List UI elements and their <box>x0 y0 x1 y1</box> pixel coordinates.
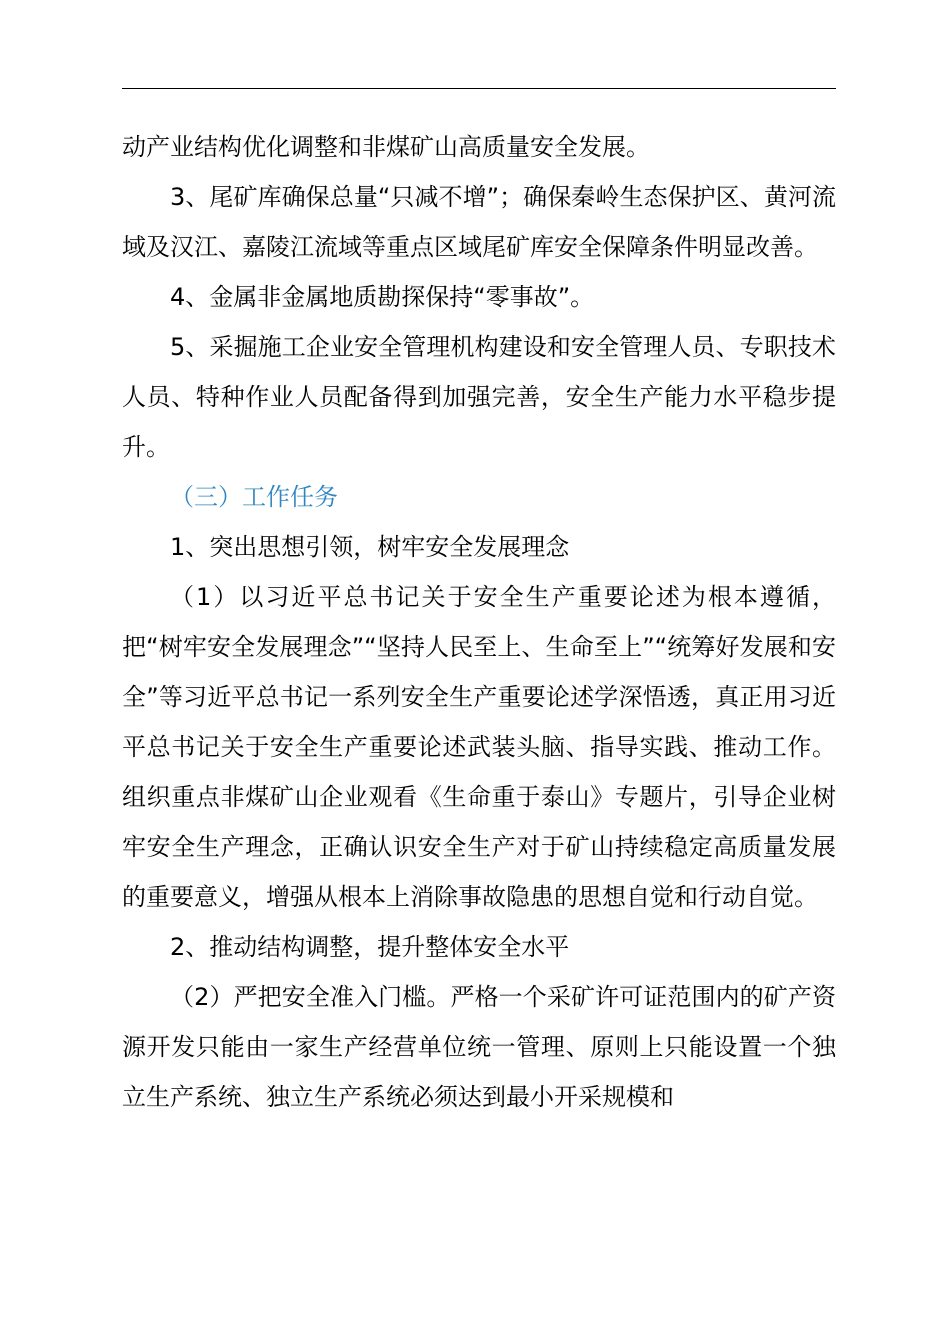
paragraph-continuation: 动产业结构优化调整和非煤矿山高质量安全发展。 <box>122 133 650 161</box>
task-paragraph-1-1: （1）以习近平总书记关于安全生产重要论述为根本遵循，把“树牢安全发展理念”“坚持人民至上、生命至上”“统筹好发展和安全”等习近平总书记一系列安全生产重要论述学深悟透，真正用习近平总书记关于安全生产重要论述武装头脑、指导实践、推动工作。组织重点非煤矿山企业观看《生命重于泰山》专题片，引导企业树牢安全生产理念，正确认识安全生产对于矿山持续稳定高质量发展的重要意义，增强从根本上消除事故隐患的思想自觉和行动自觉。 <box>122 583 836 911</box>
paragraph-item-3: 3、尾矿库确保总量“只减不增”；确保秦岭生态保护区、黄河流域及汉江、嘉陵江流域等重点区域尾矿库安全保障条件明显改善。 <box>122 183 836 261</box>
task-paragraph-2-2: （2）严把安全准入门槛。严格一个采矿许可证范围内的矿产资源开发只能由一家生产经营单位统一管理、原则上只能设置一个独立生产系统、独立生产系统必须达到最小开采规模和 <box>122 983 836 1111</box>
header-rule <box>122 88 836 89</box>
paragraph-item-4: 4、金属非金属地质勘探保持“零事故”。 <box>170 283 595 311</box>
document-body <box>122 122 836 1122</box>
section-heading-work-tasks: （三）工作任务 <box>170 483 338 511</box>
task-heading-2: 2、推动结构调整，提升整体安全水平 <box>170 933 570 961</box>
paragraph-item-5: 5、采掘施工企业安全管理机构建设和安全管理人员、专职技术人员、特种作业人员配备得到加强完善，安全生产能力水平稳步提升。 <box>122 333 836 461</box>
task-heading-1: 1、突出思想引领，树牢安全发展理念 <box>170 533 570 561</box>
